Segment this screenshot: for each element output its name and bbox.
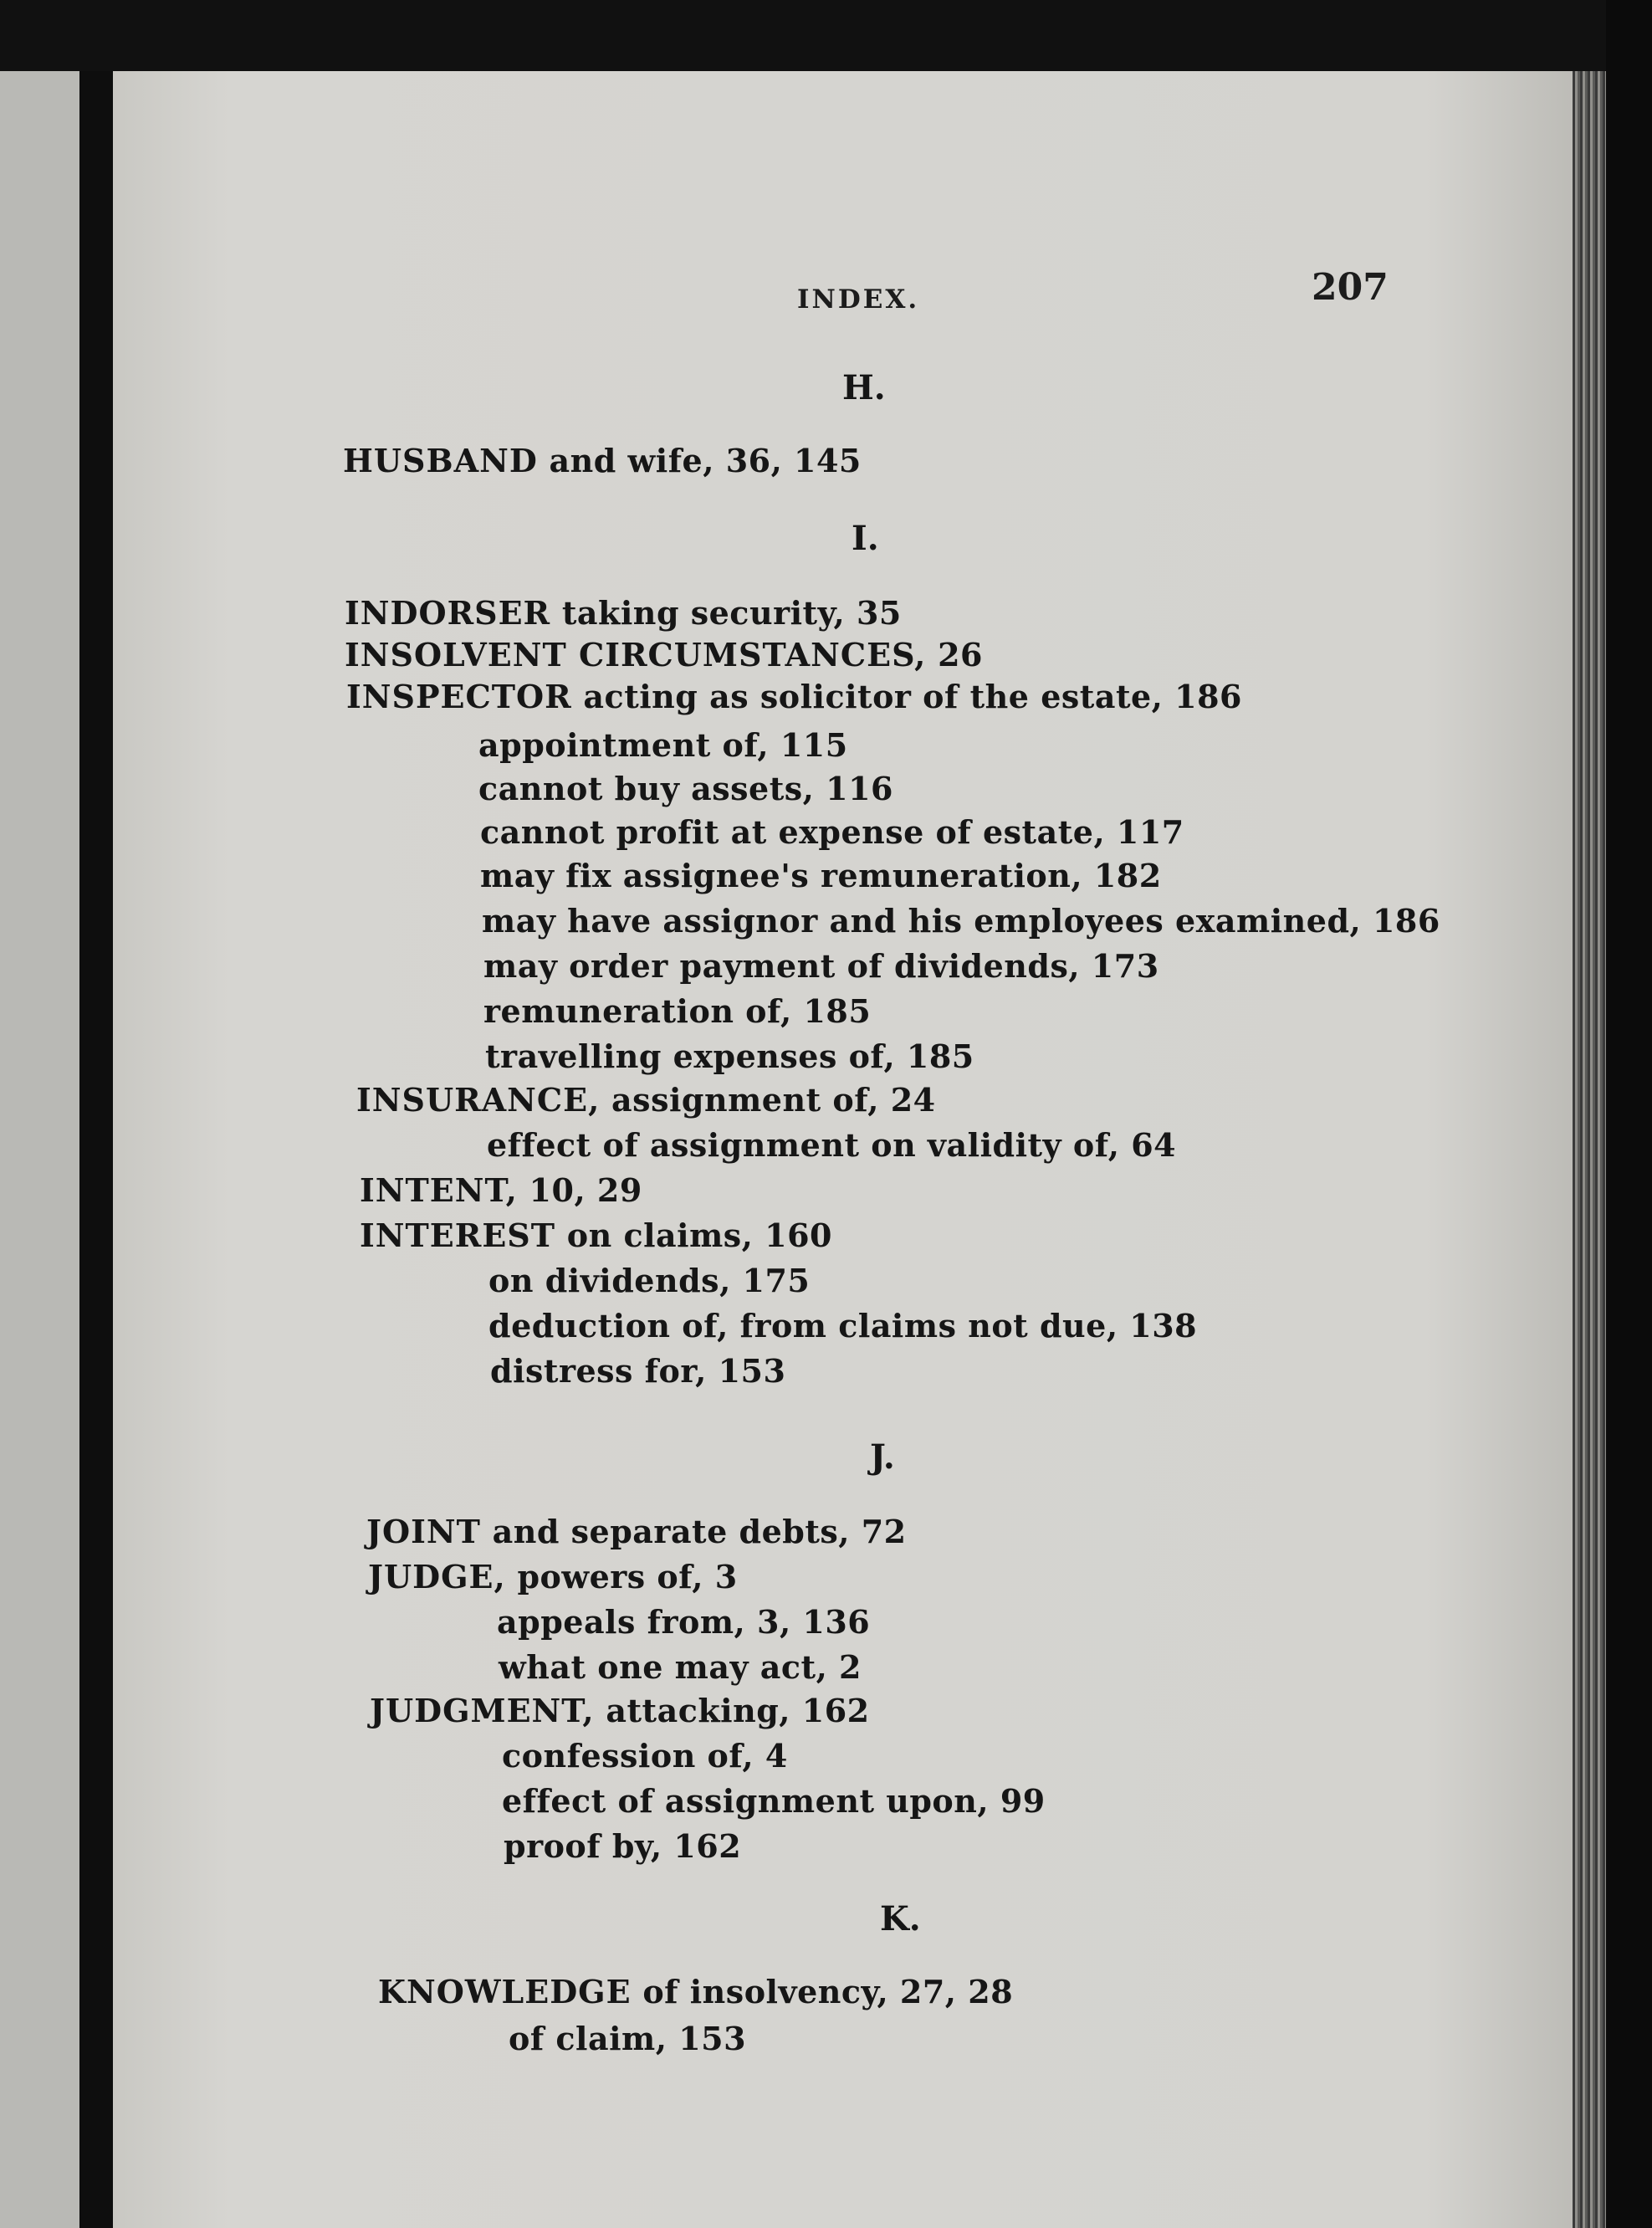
index-subentry: confession of, 4 (502, 1737, 788, 1775)
index-entry (360, 1216, 832, 1254)
entry-references: attacking, 162 (594, 1692, 870, 1729)
facing-page-edge (0, 71, 79, 2228)
index-subentry: may have assignor and his employees examined, 186 (482, 902, 1440, 940)
index-entry (346, 678, 1242, 715)
section-letter-k: K. (880, 1899, 921, 1939)
entry-references: 10, 29 (517, 1171, 642, 1209)
index-entry (345, 636, 983, 674)
entry-headword: JOINT (366, 1513, 481, 1550)
entry-headword: INTENT, (360, 1171, 518, 1209)
entry-headword: INDORSER (345, 594, 551, 632)
index-subentry: effect of assignment upon, 99 (502, 1782, 1046, 1820)
index-entry (370, 1692, 870, 1729)
index-subentry: proof by, 162 (504, 1827, 742, 1865)
entry-references: taking security, 35 (550, 594, 902, 632)
index-subentry: remuneration of, 185 (483, 992, 872, 1030)
section-letter-h: H. (842, 368, 886, 407)
index-subentry: what one may act, 2 (499, 1648, 862, 1686)
index-subentry: cannot buy assets, 116 (478, 770, 893, 807)
index-entry (343, 442, 862, 479)
index-subentry: appointment of, 115 (478, 726, 848, 764)
index-subentry: may fix assignee's remuneration, 182 (480, 857, 1162, 894)
entry-headword: JUDGE, (368, 1558, 506, 1595)
entry-headword: INTEREST (360, 1216, 556, 1254)
running-head: INDEX. (797, 284, 920, 315)
entry-headword: JUDGMENT, (370, 1692, 595, 1729)
page-number: 207 (1312, 266, 1389, 309)
index-entry (378, 1973, 1013, 2010)
index-subentry: deduction of, from claims not due, 138 (488, 1307, 1198, 1344)
entry-headword: KNOWLEDGE (378, 1973, 632, 2010)
entry-headword: INSPECTOR (346, 678, 572, 715)
section-letter-i: I. (852, 519, 879, 558)
index-subentry: on dividends, 175 (488, 1262, 811, 1299)
entry-headword: HUSBAND (343, 442, 538, 479)
entry-references: acting as solicitor of the estate, 186 (571, 678, 1242, 715)
page-stack-edge (1573, 71, 1606, 2228)
entry-references: and separate debts, 72 (480, 1513, 907, 1550)
book-spine (79, 71, 113, 2228)
entry-headword: INSURANCE, (356, 1081, 601, 1119)
scan-top-margin (0, 0, 1652, 71)
index-entry (366, 1513, 907, 1550)
index-subentry: effect of assignment on validity of, 64 (487, 1126, 1177, 1164)
index-subentry: distress for, 153 (490, 1352, 786, 1390)
entry-references: and wife, 36, 145 (537, 442, 862, 479)
index-subentry: of claim, 153 (509, 2020, 747, 2057)
index-entry (360, 1171, 642, 1209)
entry-references: of insolvency, 27, 28 (631, 1973, 1014, 2010)
index-entry (356, 1081, 936, 1119)
index-subentry: travelling expenses of, 185 (485, 1037, 974, 1075)
entry-references: assignment of, 24 (600, 1081, 936, 1119)
entry-headword: INSOLVENT CIRCUMSTANCES, (345, 636, 927, 674)
entry-references: powers of, 3 (505, 1558, 738, 1595)
section-letter-j: J. (870, 1437, 895, 1477)
index-subentry: appeals from, 3, 136 (497, 1603, 871, 1641)
index-subentry: cannot profit at expense of estate, 117 (480, 813, 1184, 851)
index-entry (368, 1558, 738, 1595)
index-entry (345, 594, 902, 632)
entry-references: on claims, 160 (555, 1216, 832, 1254)
entry-references: 26 (926, 636, 984, 674)
index-subentry: may order payment of dividends, 173 (483, 947, 1159, 985)
scan-right-margin (1606, 0, 1652, 2228)
